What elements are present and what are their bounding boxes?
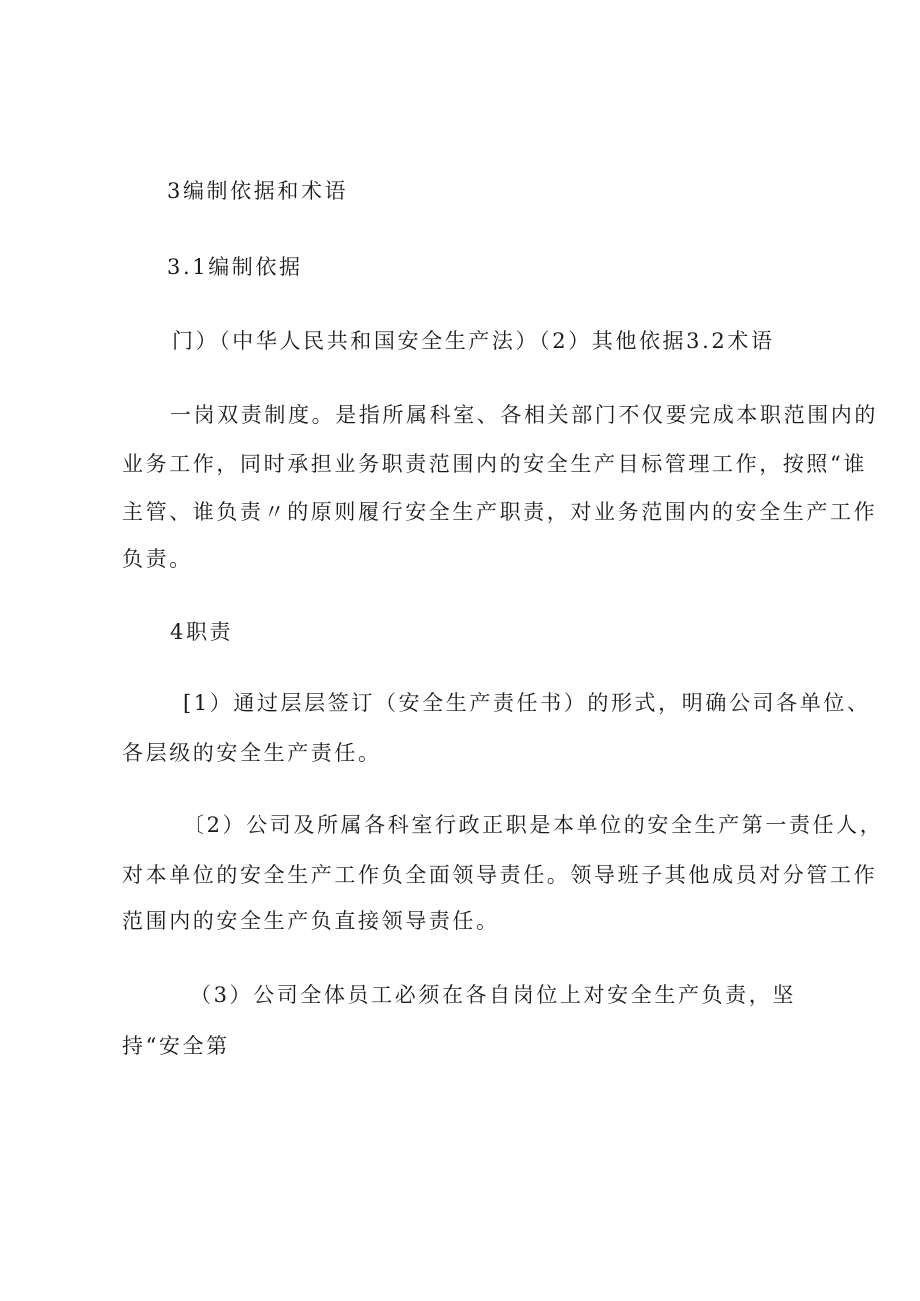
term-paragraph-line: 一岗双责制度。是指所属科室、各相关部门不仅要完成本职范围内的 [170,403,878,427]
section-heading-3: 3编制依据和术语 [167,179,349,203]
duty-2-line: 〔2）公司及所属各科室行政正职是本单位的安全生产第一责任人， [183,813,884,837]
duty-1-line: [1）通过层层签订（安全生产责任书）的形式，明确公司各单位、 [183,691,871,715]
duty-3-line: （3）公司全体员工必须在各自岗位上对安全生产负责，坚 [190,983,796,1007]
basis-line: 门）（中华人民共和国安全生产法）（2）其他依据3.2术语 [172,329,775,353]
duty-1-line: 各层级的安全生产责任。 [122,741,382,765]
duty-3-line: 持“安全第 [122,1034,230,1058]
duty-2-line: 对本单位的安全生产工作负全面领导责任。领导班子其他成员对分管工作 [122,863,878,887]
section-heading-4: 4职责 [170,620,234,644]
duty-2-line: 范围内的安全生产负直接领导责任。 [122,909,500,933]
term-paragraph-line: 主管、谁负责〃的原则履行安全生产职责，对业务范围内的安全生产工作 [122,500,878,524]
term-paragraph-line: 负责。 [122,547,193,571]
section-heading-3-1: 3.1编制依据 [167,255,303,279]
term-paragraph-line: 业务工作，同时承担业务职责范围内的安全生产目标管理工作，按照“谁 [122,452,867,476]
